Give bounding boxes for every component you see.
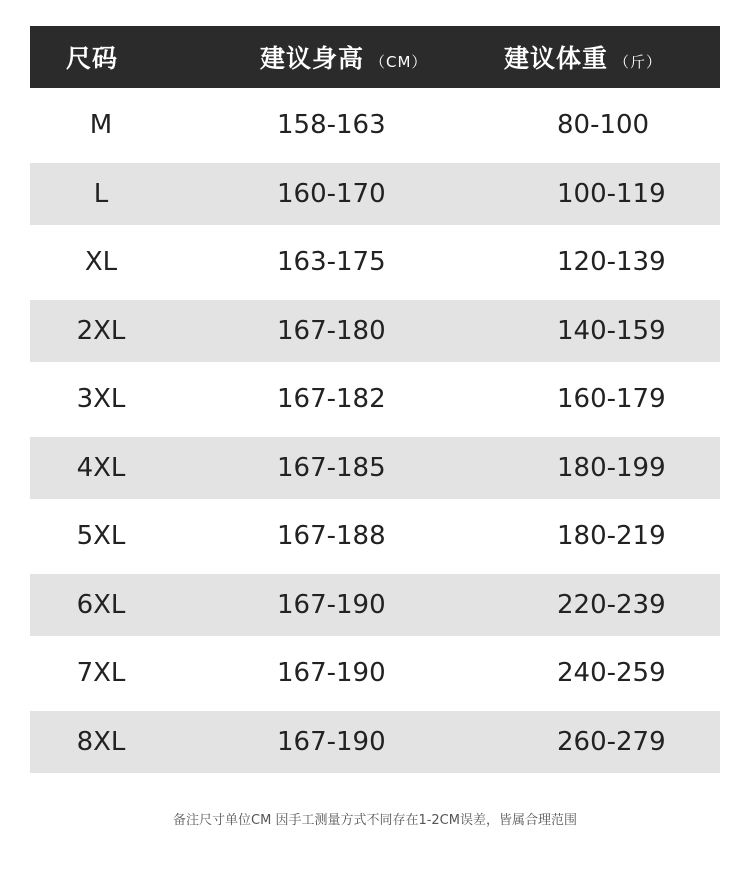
- size-chart-table: [30, 26, 720, 773]
- header-weight: [468, 39, 720, 75]
- weight-cell: 180-199: [557, 452, 666, 483]
- weight-cell: 180-219: [557, 521, 666, 552]
- table-header: [30, 26, 720, 88]
- header-height: [172, 39, 468, 75]
- size-cell: 5XL: [76, 521, 126, 552]
- header-size: [30, 39, 172, 75]
- weight-cell: 260-279: [557, 726, 666, 757]
- table-row: [30, 642, 720, 705]
- header-size-label: 尺码: [66, 44, 119, 73]
- height-cell: 163-175: [277, 247, 386, 278]
- size-cell: M: [89, 110, 113, 141]
- weight-cell: 100-119: [557, 178, 666, 209]
- size-cell: 2XL: [76, 315, 126, 346]
- height-cell: 167-188: [277, 521, 386, 552]
- header-weight-label: 建议体重: [504, 44, 609, 73]
- height-cell: 167-182: [277, 384, 386, 415]
- weight-cell: 80-100: [557, 110, 650, 141]
- table-row: [30, 711, 720, 774]
- height-cell: 167-190: [277, 726, 386, 757]
- size-cell: L: [93, 178, 109, 209]
- height-cell: 167-190: [277, 658, 386, 689]
- size-cell: 7XL: [76, 658, 126, 689]
- table-row: [30, 505, 720, 568]
- weight-cell: 220-239: [557, 589, 666, 620]
- height-cell: 167-180: [277, 315, 386, 346]
- table-row: [30, 163, 720, 226]
- height-cell: 160-170: [277, 178, 386, 209]
- header-height-unit: （CM）: [370, 53, 428, 71]
- size-cell: 4XL: [76, 452, 126, 483]
- header-height-label: 建议身高: [260, 44, 365, 73]
- size-cell: 3XL: [76, 384, 126, 415]
- weight-cell: 160-179: [557, 384, 666, 415]
- height-cell: 167-190: [277, 589, 386, 620]
- weight-cell: 240-259: [557, 658, 666, 689]
- height-cell: 158-163: [277, 110, 386, 141]
- weight-cell: 140-159: [557, 315, 666, 346]
- table-row: [30, 437, 720, 500]
- weight-cell: 120-139: [557, 247, 666, 278]
- height-cell: 167-185: [277, 452, 386, 483]
- size-cell: XL: [84, 247, 118, 278]
- size-cell: 8XL: [76, 726, 126, 757]
- header-weight-unit: （斤）: [614, 53, 663, 71]
- size-cell: 6XL: [76, 589, 126, 620]
- table-row: [30, 94, 720, 157]
- table-row: [30, 368, 720, 431]
- table-row: [30, 231, 720, 294]
- table-row: [30, 574, 720, 637]
- table-row: [30, 300, 720, 363]
- footnote: 备注尺寸单位CM 因手工测量方式不同存在1-2CM误差，皆属合理范围: [173, 813, 577, 828]
